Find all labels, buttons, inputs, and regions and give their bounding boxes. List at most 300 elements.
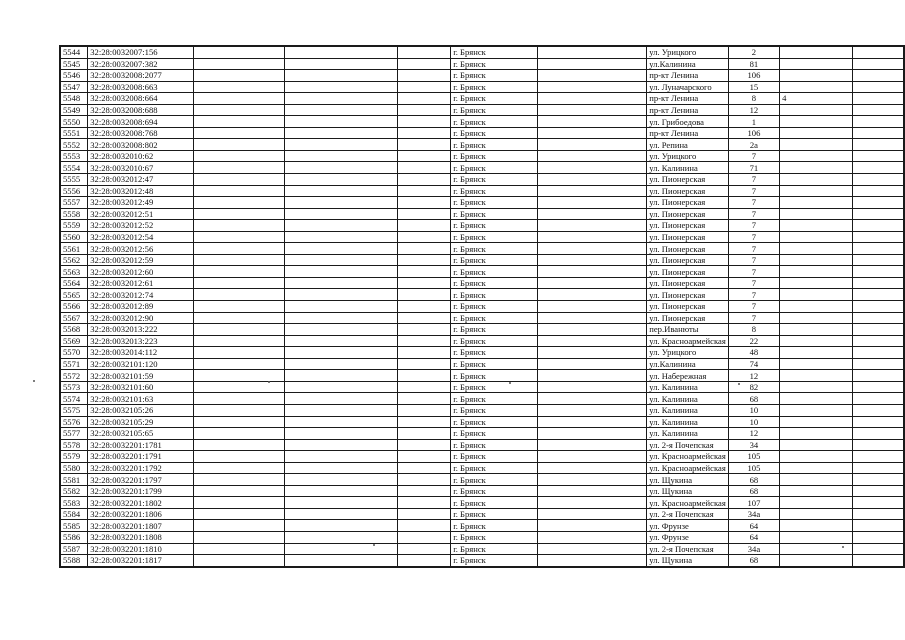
empty-cell — [397, 254, 450, 266]
empty-cell — [852, 543, 904, 555]
table-row — [60, 404, 904, 416]
house-number: 7 — [728, 289, 779, 301]
table-row — [60, 312, 904, 324]
empty-cell — [537, 208, 647, 220]
table-row — [60, 81, 904, 93]
empty-cell — [285, 58, 397, 70]
street: ул. Красноармейская — [647, 497, 729, 509]
cadastral-number: 32:28:0032101:120 — [88, 358, 194, 370]
empty-cell — [852, 531, 904, 543]
street: ул. Красноармейская — [647, 335, 729, 347]
house-number: 74 — [728, 358, 779, 370]
empty-cell — [537, 324, 647, 336]
cadastral-number: 32:28:0032101:60 — [88, 381, 194, 393]
scan-speck — [268, 381, 270, 383]
empty-cell — [397, 231, 450, 243]
table-row — [60, 381, 904, 393]
table-row — [60, 266, 904, 278]
table-row — [60, 289, 904, 301]
empty-cell — [852, 266, 904, 278]
empty-cell — [193, 393, 285, 405]
empty-cell — [193, 231, 285, 243]
row-number: 5554 — [60, 162, 88, 174]
scan-speck — [509, 382, 511, 384]
empty-cell — [397, 508, 450, 520]
empty-cell — [397, 289, 450, 301]
empty-cell — [537, 58, 647, 70]
empty-cell — [285, 70, 397, 82]
empty-cell — [397, 266, 450, 278]
empty-cell — [193, 485, 285, 497]
empty-cell — [193, 370, 285, 382]
street: ул. 2-я Почепская — [647, 439, 729, 451]
table-row — [60, 58, 904, 70]
row-number: 5567 — [60, 312, 88, 324]
cadastral-number: 32:28:0032012:48 — [88, 185, 194, 197]
extra-value — [780, 520, 853, 532]
house-number: 22 — [728, 335, 779, 347]
row-number: 5559 — [60, 220, 88, 232]
empty-cell — [285, 243, 397, 255]
city: г. Брянск — [451, 428, 537, 440]
city: г. Брянск — [451, 58, 537, 70]
empty-cell — [193, 428, 285, 440]
row-number: 5568 — [60, 324, 88, 336]
extra-value — [780, 485, 853, 497]
empty-cell — [397, 162, 450, 174]
cadastral-number: 32:28:0032101:63 — [88, 393, 194, 405]
house-number: 7 — [728, 231, 779, 243]
row-number: 5576 — [60, 416, 88, 428]
empty-cell — [537, 185, 647, 197]
street: ул. Фрунзе — [647, 520, 729, 532]
empty-cell — [852, 358, 904, 370]
scan-speck — [33, 380, 35, 382]
empty-cell — [537, 197, 647, 209]
cadastral-number: 32:28:0032012:47 — [88, 174, 194, 186]
empty-cell — [397, 150, 450, 162]
city: г. Брянск — [451, 462, 537, 474]
table-row — [60, 254, 904, 266]
street: ул. Набережная — [647, 370, 729, 382]
street: ул.Калинина — [647, 358, 729, 370]
house-number: 10 — [728, 416, 779, 428]
empty-cell — [193, 508, 285, 520]
empty-cell — [193, 347, 285, 359]
cadastral-number: 32:28:0032012:54 — [88, 231, 194, 243]
empty-cell — [193, 116, 285, 128]
cadastral-number: 32:28:0032012:52 — [88, 220, 194, 232]
row-number: 5569 — [60, 335, 88, 347]
empty-cell — [852, 231, 904, 243]
empty-cell — [852, 104, 904, 116]
scan-speck — [842, 546, 844, 548]
cadastral-number: 32:28:0032008:802 — [88, 139, 194, 151]
row-number: 5578 — [60, 439, 88, 451]
city: г. Брянск — [451, 139, 537, 151]
empty-cell — [852, 208, 904, 220]
row-number: 5552 — [60, 139, 88, 151]
house-number: 106 — [728, 127, 779, 139]
street: ул.Калинина — [647, 58, 729, 70]
table-row — [60, 370, 904, 382]
table-row — [60, 197, 904, 209]
empty-cell — [852, 162, 904, 174]
empty-cell — [397, 370, 450, 382]
extra-value — [780, 220, 853, 232]
street: ул. Урицкого — [647, 150, 729, 162]
table-row — [60, 451, 904, 463]
empty-cell — [397, 347, 450, 359]
cadastral-number: 32:28:0032105:29 — [88, 416, 194, 428]
extra-value — [780, 277, 853, 289]
city: г. Брянск — [451, 127, 537, 139]
extra-value — [780, 370, 853, 382]
extra-value — [780, 347, 853, 359]
empty-cell — [537, 301, 647, 313]
row-number: 5548 — [60, 93, 88, 105]
cadastral-number: 32:28:0032012:51 — [88, 208, 194, 220]
empty-cell — [537, 381, 647, 393]
street: ул. Калинина — [647, 416, 729, 428]
house-number: 34 — [728, 439, 779, 451]
street: ул. Пионерская — [647, 312, 729, 324]
row-number: 5549 — [60, 104, 88, 116]
city: г. Брянск — [451, 381, 537, 393]
row-number: 5553 — [60, 150, 88, 162]
cadastral-number: 32:28:0032012:49 — [88, 197, 194, 209]
house-number: 7 — [728, 277, 779, 289]
empty-cell — [397, 520, 450, 532]
house-number: 7 — [728, 243, 779, 255]
house-number: 68 — [728, 474, 779, 486]
street: ул. Урицкого — [647, 347, 729, 359]
empty-cell — [852, 150, 904, 162]
empty-cell — [285, 555, 397, 567]
empty-cell — [397, 243, 450, 255]
empty-cell — [285, 277, 397, 289]
row-number: 5551 — [60, 127, 88, 139]
row-number: 5584 — [60, 508, 88, 520]
table-row — [60, 428, 904, 440]
empty-cell — [537, 404, 647, 416]
empty-cell — [285, 254, 397, 266]
empty-cell — [537, 555, 647, 567]
empty-cell — [285, 485, 397, 497]
cadastral-number: 32:28:0032201:1791 — [88, 451, 194, 463]
empty-cell — [537, 46, 647, 58]
city: г. Брянск — [451, 451, 537, 463]
empty-cell — [852, 58, 904, 70]
house-number: 82 — [728, 381, 779, 393]
cadastral-table — [59, 45, 905, 568]
cadastral-number: 32:28:0032008:688 — [88, 104, 194, 116]
extra-value — [780, 497, 853, 509]
row-number: 5562 — [60, 254, 88, 266]
city: г. Брянск — [451, 312, 537, 324]
cadastral-number: 32:28:0032201:1792 — [88, 462, 194, 474]
table-row — [60, 116, 904, 128]
empty-cell — [852, 220, 904, 232]
empty-cell — [285, 197, 397, 209]
cadastral-number: 32:28:0032008:694 — [88, 116, 194, 128]
city: г. Брянск — [451, 508, 537, 520]
city: г. Брянск — [451, 474, 537, 486]
cadastral-number: 32:28:0032201:1797 — [88, 474, 194, 486]
extra-value — [780, 104, 853, 116]
street: ул. Пионерская — [647, 185, 729, 197]
empty-cell — [193, 277, 285, 289]
empty-cell — [537, 393, 647, 405]
house-number: 107 — [728, 497, 779, 509]
empty-cell — [193, 139, 285, 151]
empty-cell — [193, 289, 285, 301]
empty-cell — [193, 220, 285, 232]
empty-cell — [852, 370, 904, 382]
row-number: 5581 — [60, 474, 88, 486]
row-number: 5579 — [60, 451, 88, 463]
cadastral-number: 32:28:0032008:768 — [88, 127, 194, 139]
table-row — [60, 243, 904, 255]
empty-cell — [285, 93, 397, 105]
empty-cell — [537, 335, 647, 347]
empty-cell — [852, 335, 904, 347]
empty-cell — [537, 127, 647, 139]
empty-cell — [852, 185, 904, 197]
house-number: 8 — [728, 324, 779, 336]
empty-cell — [285, 150, 397, 162]
empty-cell — [193, 243, 285, 255]
extra-value — [780, 404, 853, 416]
extra-value — [780, 139, 853, 151]
empty-cell — [193, 301, 285, 313]
cadastral-number: 32:28:0032105:26 — [88, 404, 194, 416]
extra-value — [780, 208, 853, 220]
empty-cell — [852, 301, 904, 313]
extra-value — [780, 162, 853, 174]
empty-cell — [397, 335, 450, 347]
street: ул. Репина — [647, 139, 729, 151]
house-number: 34а — [728, 543, 779, 555]
empty-cell — [193, 312, 285, 324]
city: г. Брянск — [451, 46, 537, 58]
house-number: 7 — [728, 220, 779, 232]
house-number: 7 — [728, 185, 779, 197]
street: ул. Щукина — [647, 555, 729, 567]
empty-cell — [193, 462, 285, 474]
cadastral-number: 32:28:0032105:65 — [88, 428, 194, 440]
empty-cell — [285, 185, 397, 197]
row-number: 5563 — [60, 266, 88, 278]
street: ул. 2-я Почепская — [647, 508, 729, 520]
street: ул. Щукина — [647, 474, 729, 486]
empty-cell — [852, 474, 904, 486]
empty-cell — [537, 508, 647, 520]
empty-cell — [285, 208, 397, 220]
street: ул. Пионерская — [647, 197, 729, 209]
row-number: 5577 — [60, 428, 88, 440]
extra-value — [780, 46, 853, 58]
empty-cell — [852, 439, 904, 451]
empty-cell — [285, 508, 397, 520]
empty-cell — [537, 139, 647, 151]
house-number: 7 — [728, 208, 779, 220]
empty-cell — [852, 324, 904, 336]
cadastral-number: 32:28:0032012:61 — [88, 277, 194, 289]
extra-value — [780, 116, 853, 128]
table-row — [60, 474, 904, 486]
empty-cell — [397, 139, 450, 151]
city: г. Брянск — [451, 104, 537, 116]
row-number: 5564 — [60, 277, 88, 289]
street: ул. Луначарского — [647, 81, 729, 93]
empty-cell — [852, 497, 904, 509]
empty-cell — [397, 543, 450, 555]
empty-cell — [397, 58, 450, 70]
empty-cell — [397, 439, 450, 451]
cadastral-number: 32:28:0032013:222 — [88, 324, 194, 336]
empty-cell — [397, 404, 450, 416]
empty-cell — [397, 174, 450, 186]
cadastral-number: 32:28:0032101:59 — [88, 370, 194, 382]
house-number: 12 — [728, 428, 779, 440]
house-number: 64 — [728, 520, 779, 532]
empty-cell — [852, 127, 904, 139]
table-row — [60, 531, 904, 543]
row-number: 5586 — [60, 531, 88, 543]
empty-cell — [537, 474, 647, 486]
row-number: 5566 — [60, 301, 88, 313]
empty-cell — [397, 555, 450, 567]
city: г. Брянск — [451, 439, 537, 451]
extra-value — [780, 324, 853, 336]
empty-cell — [852, 46, 904, 58]
city: г. Брянск — [451, 370, 537, 382]
empty-cell — [285, 289, 397, 301]
empty-cell — [852, 393, 904, 405]
table-row — [60, 555, 904, 567]
row-number: 5560 — [60, 231, 88, 243]
house-number: 68 — [728, 393, 779, 405]
empty-cell — [285, 404, 397, 416]
table-row — [60, 543, 904, 555]
row-number: 5561 — [60, 243, 88, 255]
house-number: 12 — [728, 370, 779, 382]
house-number: 105 — [728, 451, 779, 463]
street: ул. Пионерская — [647, 266, 729, 278]
city: г. Брянск — [451, 520, 537, 532]
street: ул. Пионерская — [647, 254, 729, 266]
table-row — [60, 347, 904, 359]
city: г. Брянск — [451, 150, 537, 162]
house-number: 68 — [728, 555, 779, 567]
city: г. Брянск — [451, 543, 537, 555]
house-number: 34а — [728, 508, 779, 520]
empty-cell — [193, 404, 285, 416]
empty-cell — [537, 543, 647, 555]
table-row — [60, 185, 904, 197]
empty-cell — [397, 127, 450, 139]
empty-cell — [537, 428, 647, 440]
extra-value — [780, 474, 853, 486]
table-row — [60, 208, 904, 220]
street: ул. Калинина — [647, 162, 729, 174]
street: пер.Иванюты — [647, 324, 729, 336]
extra-value — [780, 555, 853, 567]
table-row — [60, 139, 904, 151]
street: пр-кт Ленина — [647, 93, 729, 105]
city: г. Брянск — [451, 485, 537, 497]
empty-cell — [193, 497, 285, 509]
house-number: 15 — [728, 81, 779, 93]
house-number: 7 — [728, 197, 779, 209]
empty-cell — [397, 301, 450, 313]
cadastral-number: 32:28:0032201:1806 — [88, 508, 194, 520]
empty-cell — [397, 428, 450, 440]
empty-cell — [852, 243, 904, 255]
empty-cell — [397, 220, 450, 232]
empty-cell — [537, 347, 647, 359]
street: ул. Пионерская — [647, 289, 729, 301]
cadastral-number: 32:28:0032008:2077 — [88, 70, 194, 82]
empty-cell — [193, 46, 285, 58]
extra-value — [780, 335, 853, 347]
extra-value — [780, 185, 853, 197]
empty-cell — [193, 474, 285, 486]
extra-value — [780, 243, 853, 255]
row-number: 5580 — [60, 462, 88, 474]
house-number: 8 — [728, 93, 779, 105]
cadastral-number: 32:28:0032012:56 — [88, 243, 194, 255]
empty-cell — [852, 197, 904, 209]
empty-cell — [397, 416, 450, 428]
empty-cell — [537, 174, 647, 186]
empty-cell — [193, 335, 285, 347]
cadastral-number: 32:28:0032201:1799 — [88, 485, 194, 497]
row-number: 5555 — [60, 174, 88, 186]
cadastral-number: 32:28:0032013:223 — [88, 335, 194, 347]
empty-cell — [537, 497, 647, 509]
empty-cell — [397, 393, 450, 405]
table-row — [60, 46, 904, 58]
extra-value — [780, 231, 853, 243]
street: ул. Пионерская — [647, 231, 729, 243]
empty-cell — [852, 381, 904, 393]
cadastral-number: 32:28:0032012:89 — [88, 301, 194, 313]
empty-cell — [193, 127, 285, 139]
street: ул. Пионерская — [647, 277, 729, 289]
empty-cell — [193, 324, 285, 336]
empty-cell — [537, 254, 647, 266]
empty-cell — [537, 277, 647, 289]
empty-cell — [397, 451, 450, 463]
empty-cell — [537, 220, 647, 232]
house-number: 7 — [728, 266, 779, 278]
empty-cell — [852, 289, 904, 301]
row-number: 5544 — [60, 46, 88, 58]
street: ул. Калинина — [647, 381, 729, 393]
empty-cell — [397, 70, 450, 82]
empty-cell — [537, 416, 647, 428]
extra-value — [780, 254, 853, 266]
city: г. Брянск — [451, 358, 537, 370]
extra-value — [780, 416, 853, 428]
row-number: 5565 — [60, 289, 88, 301]
empty-cell — [193, 174, 285, 186]
house-number: 71 — [728, 162, 779, 174]
empty-cell — [285, 520, 397, 532]
cadastral-number: 32:28:0032007:382 — [88, 58, 194, 70]
